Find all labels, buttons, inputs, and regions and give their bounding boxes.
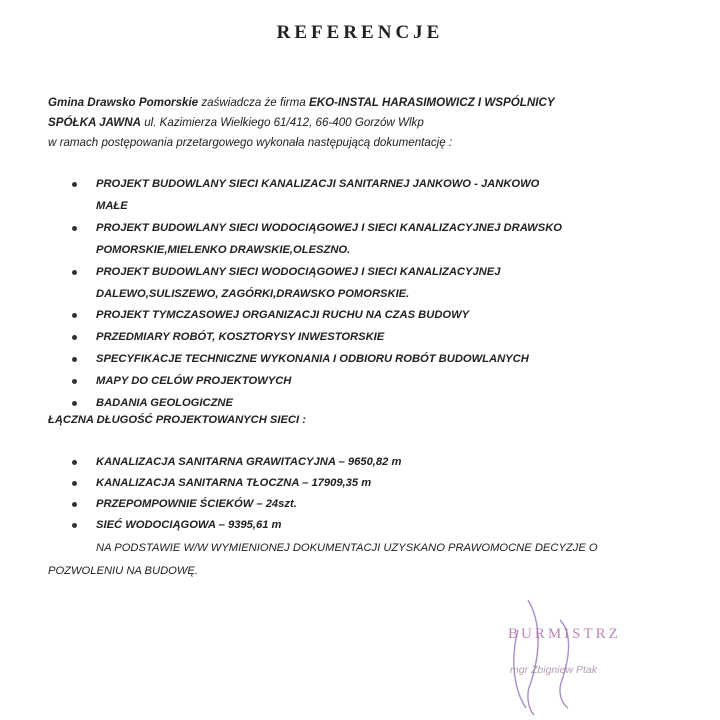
documentation-item-text: PROJEKT BUDOWLANY SIECI KANALIZACJI SANITARNEJ JANKOWO - JANKOWO (96, 178, 540, 190)
documentation-item-text-cont: DALEWO,SULISZEWO, ZAGÓRKI,DRAWSKO POMORSKIE. (96, 288, 410, 300)
documentation-item-text: MAPY DO CELÓW PROJEKTOWYCH (96, 375, 292, 387)
documentation-item-text-cont: POMORSKIE,MIELENKO DRAWSKIE,OLESZNO. (96, 244, 351, 256)
documentation-item-text: BADANIA GEOLOGICZNE (96, 397, 233, 409)
conclusion-text: NA PODSTAWIE W/W WYMIENIONEJ DOKUMENTACJI UZYSKANO PRAWOMOCNE DECYZJE O POZWOLENIU NA BUDOWĘ. (48, 542, 598, 577)
company-address: ul. Kazimierza Wielkiego 61/412, 66-400 Gorzów Wlkp (140, 116, 424, 129)
intro-verb: zaświadcza że firma (198, 96, 309, 109)
bullet-icon (72, 502, 77, 507)
intro-line-3: w ramach postępowania przetargowego wykonała następującą dokumentację : (48, 136, 453, 149)
network-item-text: SIEĆ WODOCIĄGOWA – 9395,61 m (96, 519, 282, 531)
documentation-item-text-cont: MAŁE (96, 200, 128, 212)
bullet-icon (72, 523, 77, 528)
networks-heading: ŁĄCZNA DŁUGOŚĆ PROJEKTOWANYCH SIECI : (48, 414, 306, 426)
signature-image (500, 590, 660, 720)
documentation-item-text: SPECYFIKACJE TECHNICZNE WYKONANIA I ODBIORU ROBÓT BUDOWLANYCH (96, 353, 529, 365)
stamp-name: mgr Zbigniew Ptak (510, 664, 597, 676)
documentation-item-text: PROJEKT BUDOWLANY SIECI WODOCIĄGOWEJ I SIECI KANALIZACYJNEJ (96, 266, 501, 278)
stamp-title: BURMISTRZ (508, 626, 621, 642)
issuer-name: Gmina Drawsko Pomorskie (48, 96, 199, 109)
document-title: REFERENCJE (276, 22, 444, 43)
bullet-icon (72, 481, 77, 486)
company-name-1: EKO-INSTAL HARASIMOWICZ I WSPÓLNICY (308, 96, 555, 109)
bullet-icon (72, 460, 77, 465)
network-item-text: KANALIZACJA SANITARNA GRAWITACYJNA – 9650,82 m (96, 456, 402, 468)
network-item-text: KANALIZACJA SANITARNA TŁOCZNA – 17909,35 m (96, 477, 372, 489)
network-item-text: PRZEPOMPOWNIE ŚCIEKÓW – 24szt. (96, 498, 297, 510)
company-name-2: SPÓŁKA JAWNA (48, 116, 141, 129)
documentation-item-text: PROJEKT TYMCZASOWEJ ORGANIZACJI RUCHU NA CZAS BUDOWY (96, 309, 470, 321)
documentation-item-text: PRZEDMIARY ROBÓT, KOSZTORYSY INWESTORSKIE (96, 331, 385, 343)
documentation-item-text: PROJEKT BUDOWLANY SIECI WODOCIĄGOWEJ I SIECI KANALIZACYJNEJ DRAWSKO (96, 222, 562, 234)
